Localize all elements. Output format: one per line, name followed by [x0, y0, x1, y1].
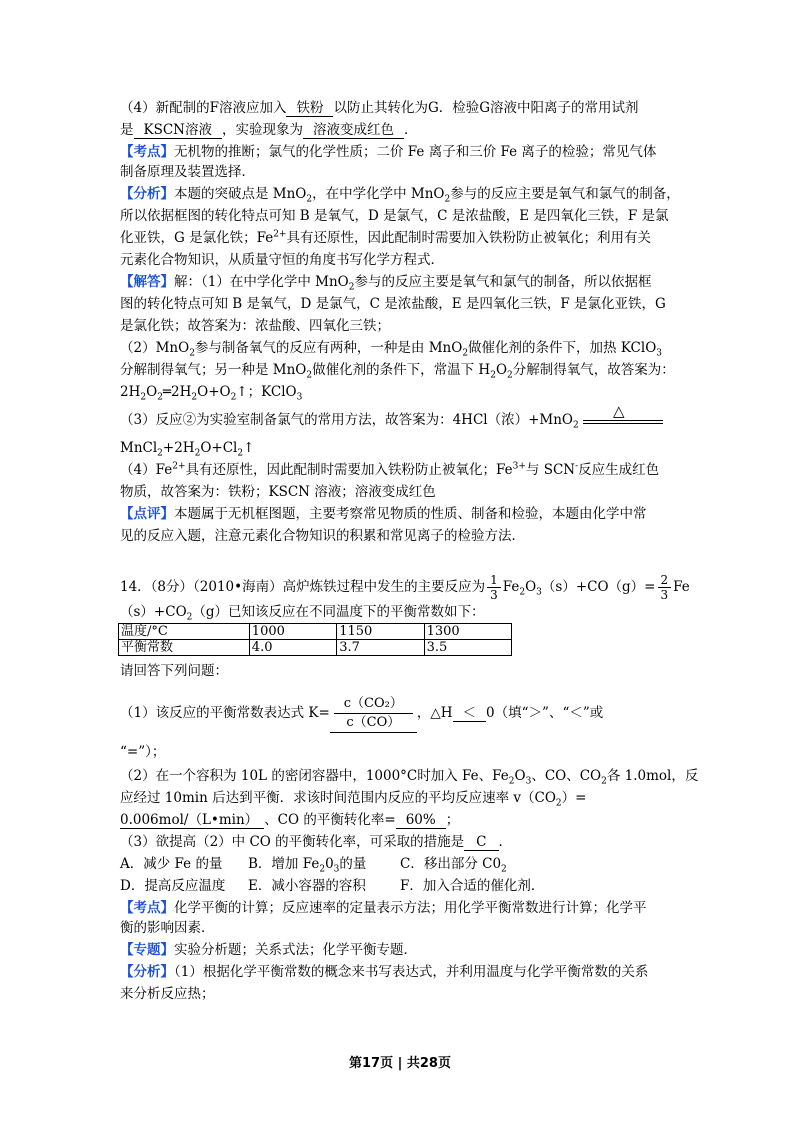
q14-kaodian-line-2: 衡的影响因素． [120, 920, 215, 936]
answer-conversion: 60% [396, 812, 446, 829]
q14-part2-line-2: 应经过 10min 后达到平衡．求该时间范围内反应的平均反应速率 $v(CO_2)=$ [120, 790, 587, 809]
answer-delta-h: ＜ [453, 705, 487, 722]
q14-ask: 请回答下列问题： [120, 663, 228, 679]
q13-jieda-line-4: （2）MnO$_2$参与制备氧气的反应有两种，一种是由 MnO$_2$做催化剂的条件下，加热 KClO$_3$ [120, 340, 663, 359]
q13-jieda-line-6: $2H_2O_2═2H_2O+O_2↑$；KClO$_3$ [120, 384, 303, 403]
table-cell: 1150 [337, 624, 424, 640]
option-b: B．增加 $Fe_20_3$的量 [248, 856, 367, 875]
fraction-two-thirds: $\frac{2}{3}$ [658, 573, 672, 602]
q13-jieda-line-2: 图的转化特点可知 B 是氧气，D 是氯气，C 是浓盐酸，E 是四氧化三铁，F 是氯化亚铁，G [120, 296, 666, 312]
option-d: D．提高反应温度 [120, 878, 226, 894]
q13-kaodian-line-1: 【考点】无机物的推断；氯气的化学性质；二价 Fe 离子和三价 Fe 离子的检验；常见气体 [120, 144, 657, 160]
table-cell: 3.7 [337, 640, 424, 656]
q13-jieda-line-9: $(4)Fe^{2+}$具有还原性，因此配制时需要加入铁粉防止被氧化；$Fe^{3+}$与 SCN-反应生成红色 [120, 461, 660, 478]
q13-jieda-line-10: 物质，故答案为：铁粉；KSCN 溶液；溶液变成红色 [120, 484, 436, 500]
table-cell: 4.0 [249, 640, 336, 656]
q14-part1-line-2: “=”）； [120, 744, 166, 760]
table-cell: 1300 [424, 624, 511, 640]
q13-fenxi-line-2: 所以依据框图的转化特点可知 B 是氧气，D 是氯气，C 是浓盐酸，E 是四氧化三铁，F 是氯 [120, 208, 669, 224]
answer-red-color: 溶液变成红色 [303, 122, 404, 139]
q13-jieda-line-7: （3）反应②为实验室制备氯气的常用方法，故答案为：4HCl（浓）+MnO$_2$ △ [120, 410, 680, 430]
q14-heading-line-2: $(s)+CO_2(g)$已知该反应在不同温度下的平衡常数如下： [120, 604, 485, 623]
q13-dianping-line-1: 【点评】本题属于无机框图题，主要考察常见物质的性质、制备和检验，本题由化学中常 [120, 506, 647, 522]
table-row [119, 624, 512, 640]
kaodian-tag: 【考点】 [120, 144, 174, 160]
q13-kaodian-line-2: 制备原理及装置选择． [120, 164, 255, 180]
answer-iron-powder: 铁粉 [286, 100, 333, 117]
option-f: F．加入合适的催化剂． [400, 878, 545, 894]
option-a: A．减少 Fe 的量 [120, 856, 223, 872]
q13-dianping-line-2: 见的反应入题，注意元素化合物知识的积累和常见离子的检验方法． [120, 528, 525, 544]
jieda-tag: 【解答】 [120, 274, 174, 290]
q13-jieda-line-5: 分解制得氧气；另一种是 MnO$_2$做催化剂的条件下，常温下 $H_2O_2$分解制得氧气，故答案为： [120, 362, 675, 381]
fenxi-tag: 【分析】 [120, 186, 174, 202]
kaodian-tag: 【考点】 [120, 900, 174, 916]
fraction-one-third: $\frac{1}{3}$ [487, 573, 501, 602]
page-footer: 第17页 | 共28页 [349, 1056, 451, 1071]
q14-heading-line-1: 14．（8分）（2010•海南）高炉炼铁过程中发生的主要反应为 $\frac{1}{3}$ $Fe_2O_3(s)+CO(g)=$ $\frac{2}{3}$ Fe [120, 573, 690, 602]
k-expression-fraction: $\frac{\text{c（CO₂）}}{c(CO)}$ [334, 695, 413, 732]
q13-fenxi-line-1: 【分析】本题的突破点是 MnO$_2$，在中学化学中 MnO$_2$参与的反应主要是氧气和氯气的制备， [120, 186, 680, 205]
q14-kaodian-line-1: 【考点】化学平衡的计算；反应速率的定量表示方法；用化学平衡常数进行计算；化学平 [120, 900, 647, 916]
heat-triangle-icon: △ [613, 401, 625, 420]
q14-options-row-1 [120, 854, 680, 874]
q14-fenxi-line-2: 来分析反应热； [120, 986, 215, 1002]
q14-options-row-2 [120, 876, 680, 896]
q13-fenxi-line-4: 元素化合物知识，从质量守恒的角度书写化学方程式． [120, 252, 444, 268]
table-cell: 平衡常数 [119, 640, 250, 656]
q13-jieda-line-3: 是氯化铁；故答案为：浓盐酸、四氧化三铁； [120, 318, 390, 334]
q13-jieda-line-1: 【解答】解：（1）在中学化学中 MnO$_2$参与的反应主要是氧气和氯气的制备，所以依据框 [120, 274, 652, 293]
heating-equals-sign [583, 401, 663, 431]
fenxi-tag: 【分析】 [120, 964, 174, 980]
q14-fenxi-line-1: 【分析】（1）根据化学平衡常数的概念来书写表达式，并利用温度与化学平衡常数的关系 [120, 964, 649, 980]
table-cell: 1000 [249, 624, 336, 640]
dianping-tag: 【点评】 [120, 506, 174, 522]
q14-part2-line-1: （2）在一个容积为 10L 的密闭容器中，1000°C时加入 Fe、$Fe_2O_3$、CO、$CO_2$各 1.0mol，反 [120, 768, 699, 787]
q13-line-2: 是 KSCN溶液 ，实验现象为 溶液变成红色 ． [120, 122, 418, 138]
q13-jieda-line-8: $MnCl_2+2H_2O+Cl_2↑$ [120, 440, 255, 459]
answer-rate: 0.006mol/（L•min） [120, 812, 264, 829]
zhuanti-tag: 【专题】 [120, 942, 174, 958]
table-cell: 温度/°C [119, 624, 250, 640]
table-row [119, 640, 512, 656]
q14-part3: （3）欲提高（2）中 CO 的平衡转化率，可采取的措施是 C ． [120, 834, 513, 850]
equilibrium-constant-table [118, 623, 512, 656]
answer-kscn: KSCN溶液 [134, 122, 222, 139]
q13-line-1: （4）新配制的F溶液应加入 铁粉 以防止其转化为G．检验G溶液中阳离子的常用试剂 [120, 100, 639, 116]
option-c: C．移出部分 $C0_2$ [400, 856, 507, 875]
q14-part2-line-3: 0.006mol/（L•min） 、CO 的平衡转化率= 60% ； [120, 812, 460, 828]
q14-zhuanti-line: 【专题】实验分析题；关系式法；化学平衡专题． [120, 942, 417, 958]
q14-part1-line-1: （1）该反应的平衡常数表达式 K= $\frac{\text{c（CO₂）}}{c(CO)}$ ，△H ＜ 0（填“＞”、“＜”或 [120, 693, 680, 733]
answer-option-c: C [464, 834, 498, 851]
q13-fenxi-line-3: 化亚铁，G 是氯化铁；$Fe^{2+}$具有还原性，因此配制时需要加入铁粉防止被氧化；利用有关 [120, 229, 651, 246]
option-e: E．减小容器的容积 [248, 878, 366, 894]
table-cell: 3.5 [424, 640, 511, 656]
